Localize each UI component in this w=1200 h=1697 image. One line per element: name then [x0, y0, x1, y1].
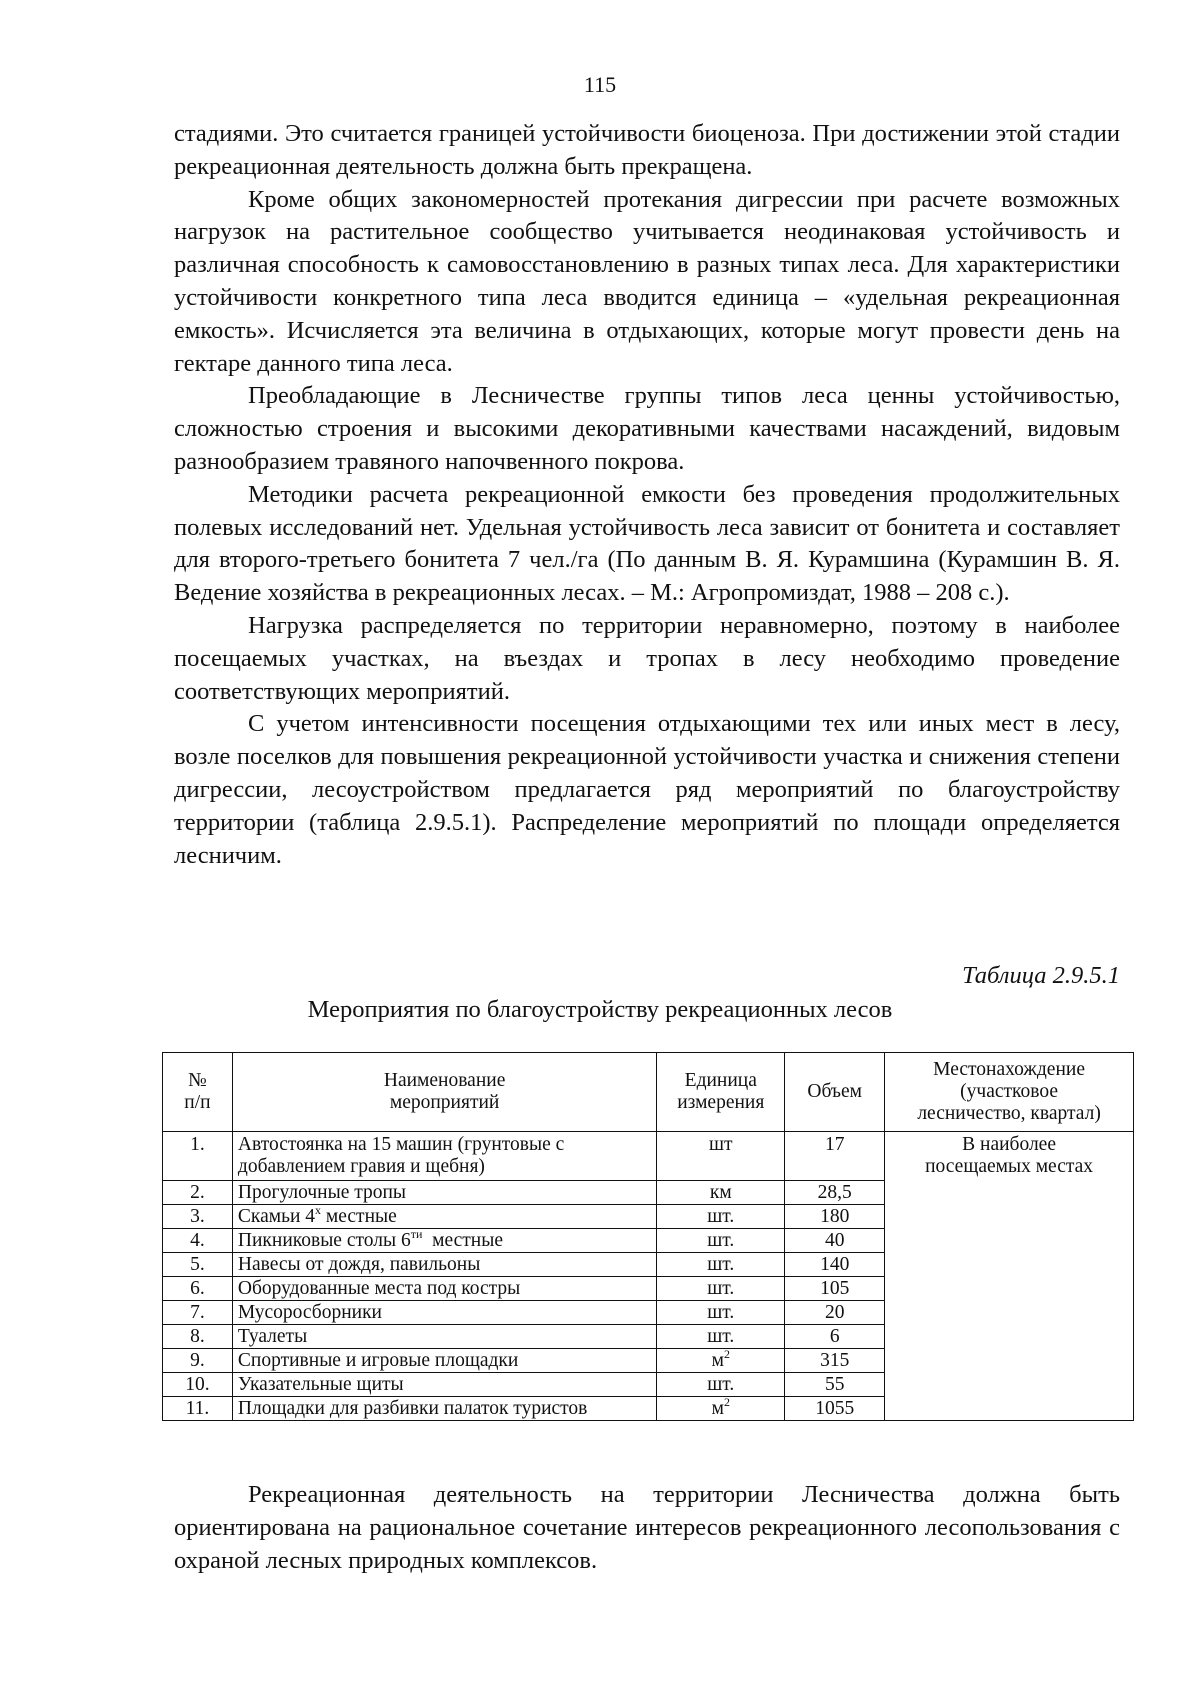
cell-num: 1.: [163, 1132, 233, 1181]
cell-unit: шт.: [657, 1301, 785, 1325]
cell-name: Площадки для разбивки палаток туристов: [232, 1397, 656, 1421]
measures-table: [162, 1052, 1134, 1421]
header-location: Местонахождение (участковое лесничество, квартал): [885, 1053, 1134, 1132]
cell-volume: 180: [785, 1205, 885, 1229]
cell-num: 11.: [163, 1397, 233, 1421]
header-name: Наименование мероприятий: [232, 1053, 656, 1132]
table-title: Мероприятия по благоустройству рекреационных лесов: [307, 996, 893, 1023]
table-header-row: [163, 1053, 1134, 1132]
paragraph: стадиями. Это считается границей устойчивости биоценоза. При достижении этой стадии рекреационная деятельность должна быть прекращена.: [174, 120, 1120, 180]
cell-name: Навесы от дождя, павильоны: [232, 1253, 656, 1277]
cell-num: 5.: [163, 1253, 233, 1277]
cell-volume: 55: [785, 1373, 885, 1397]
cell-name: Указательные щиты: [232, 1373, 656, 1397]
cell-name: Скамьи $4^х$ местные: [232, 1205, 656, 1229]
paragraph: Рекреационная деятельность на территории Лесничества должна быть ориентирована на рациональное сочетание интересов рекреационного лесопользования с охраной лесных природных комплексов.: [174, 1481, 1120, 1574]
cell-num: 9.: [163, 1349, 233, 1373]
cell-volume: 315: [785, 1349, 885, 1373]
cell-volume: 40: [785, 1229, 885, 1253]
body-text-top: [174, 118, 1120, 872]
cell-num: 7.: [163, 1301, 233, 1325]
header-volume: Объем: [785, 1053, 885, 1132]
cell-name: Автостоянка на 15 машин (грунтовые с добавлением гравия и щебня): [232, 1132, 656, 1181]
cell-unit: шт.: [657, 1325, 785, 1349]
cell-volume: 6: [785, 1325, 885, 1349]
cell-volume: 1055: [785, 1397, 885, 1421]
cell-num: 4.: [163, 1229, 233, 1253]
cell-unit: шт: [657, 1132, 785, 1181]
cell-num: 8.: [163, 1325, 233, 1349]
paragraph: Кроме общих закономерностей протекания дигрессии при расчете возможных нагрузок на растительное сообщество учитывается неодинаковая устойчивость и различная способность к самовосстановлению в разных типах леса. Для характеристики устойчивости конкретного типа леса вводится единица – «удельная рекреационная емкость». Исчисляется эта величина в отдыхающих, которые могут провести день на гектаре данного типа леса.: [174, 185, 1120, 377]
page-number: 115: [583, 72, 617, 97]
cell-unit: шт.: [657, 1205, 785, 1229]
cell-unit: шт.: [657, 1373, 785, 1397]
cell-name: Туалеты: [232, 1325, 656, 1349]
cell-location: В наиболее посещаемых местах: [885, 1132, 1134, 1421]
table-caption: Таблица 2.9.5.1: [962, 962, 1120, 989]
cell-unit: км: [657, 1181, 785, 1205]
cell-name: Прогулочные тропы: [232, 1181, 656, 1205]
cell-num: 10.: [163, 1373, 233, 1397]
cell-num: 6.: [163, 1277, 233, 1301]
cell-volume: 105: [785, 1277, 885, 1301]
paragraph: С учетом интенсивности посещения отдыхающими тех или иных мест в лесу, возле поселков для повышения рекреационной устойчивости участка и снижения степени дигрессии, лесоустройством предлагается ряд мероприятий по благоустройству территории (таблица 2.9.5.1). Распределение мероприятий по площади определяется лесничим.: [174, 710, 1120, 869]
paragraph: Преобладающие в Лесничестве группы типов леса ценны устойчивостью, сложностью строения и высокими декоративными качествами насаждений, видовым разнообразием травяного напочвенного покрова.: [174, 382, 1120, 475]
cell-name: Мусоросборники: [232, 1301, 656, 1325]
header-num: № п/п: [163, 1053, 233, 1132]
cell-unit: шт.: [657, 1253, 785, 1277]
cell-unit: шт.: [657, 1277, 785, 1301]
header-unit: Единица измерения: [657, 1053, 785, 1132]
cell-volume: 20: [785, 1301, 885, 1325]
cell-unit: шт.: [657, 1229, 785, 1253]
body-text-bottom: [174, 1479, 1120, 1577]
cell-name: Пикниковые столы $6^{ти}$ местные: [232, 1229, 656, 1253]
cell-unit: $м^2$: [657, 1397, 785, 1421]
paragraph: Методики расчета рекреационной емкости без проведения продолжительных полевых исследований нет. Удельная устойчивость леса зависит от бонитета и составляет для второго-третьего бонитета 7 чел./га (По данным В. Я. Курамшина (Курамшин В. Я. Ведение хозяйства в рекреационных лесах. – М.: Агропромиздат, 1988 – 208 с.).: [174, 480, 1120, 607]
paragraph: Нагрузка распределяется по территории неравномерно, поэтому в наиболее посещаемых участках, на въездах и тропах в лесу необходимо проведение соответствующих мероприятий.: [174, 611, 1120, 705]
cell-num: 2.: [163, 1181, 233, 1205]
cell-unit: $м^2$: [657, 1349, 785, 1373]
cell-volume: 28,5: [785, 1181, 885, 1205]
cell-name: Оборудованные места под костры: [232, 1277, 656, 1301]
cell-name: Спортивные и игровые площадки: [232, 1349, 656, 1373]
cell-num: 3.: [163, 1205, 233, 1229]
table-row: [163, 1132, 1134, 1181]
cell-volume: 17: [785, 1132, 885, 1181]
cell-volume: 140: [785, 1253, 885, 1277]
